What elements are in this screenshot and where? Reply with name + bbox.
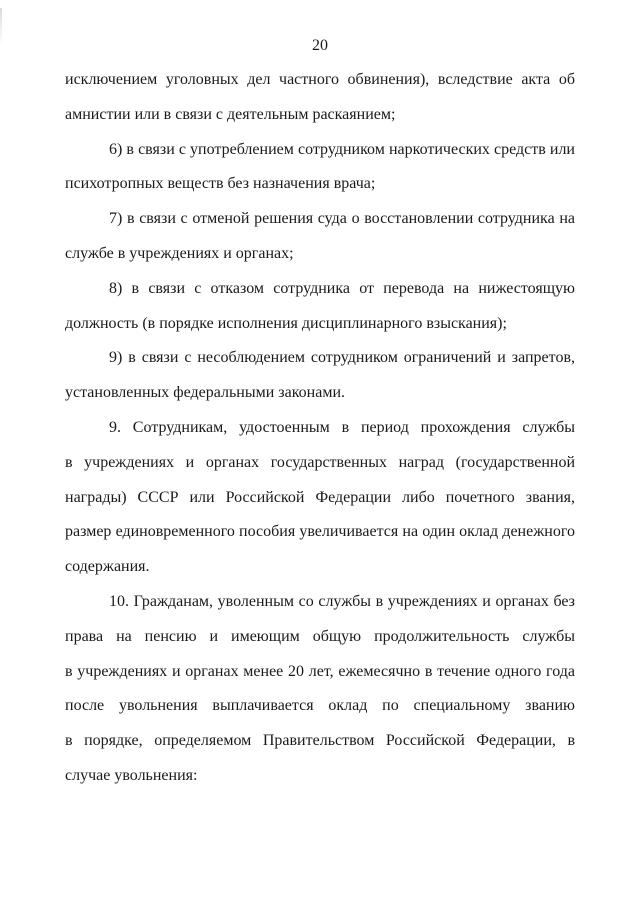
paragraph: 10. Гражданам, уволенным со службы в учреждениях и органах без права на пенсию и имеющим общую продолжительность службы в учреждениях и органах менее 20 лет, ежемесячно в течение одного года после увольнения выплачивается оклад по специальному званию в порядке, определяемом Правительством Российской Федерации, в случае увольнения: <box>65 592 575 784</box>
paragraph: исключением уголовных дел частного обвинения), вследствие акта об амнистии или в связи с деятельным раскаянием; <box>65 71 575 123</box>
paragraph: 9. Сотрудникам, удостоенным в период прохождения службы в учреждениях и органах государственных наград (государственной награды) СССР или Российской Федерации либо почетного звания, размер единовременного пособия увеличивается на один оклад денежного содержания. <box>65 418 575 576</box>
paragraph: 6) в связи с употреблением сотрудником наркотических средств или психотропных веществ без назначения врача; <box>65 140 575 193</box>
paragraph: 9) в связи с несоблюдением сотрудником ограничений и запретов, установленных федеральными законами. <box>65 349 575 402</box>
paragraph: 7) в связи с отменой решения суда о восстановлении сотрудника на службе в учреждениях и органах; <box>65 210 575 262</box>
document-body <box>65 63 575 794</box>
page-number: 20 <box>312 37 328 54</box>
paragraph: 8) в связи с отказом сотрудника от перевода на нижестоящую должность (в порядке исполнения дисциплинарного взыскания); <box>65 279 575 332</box>
